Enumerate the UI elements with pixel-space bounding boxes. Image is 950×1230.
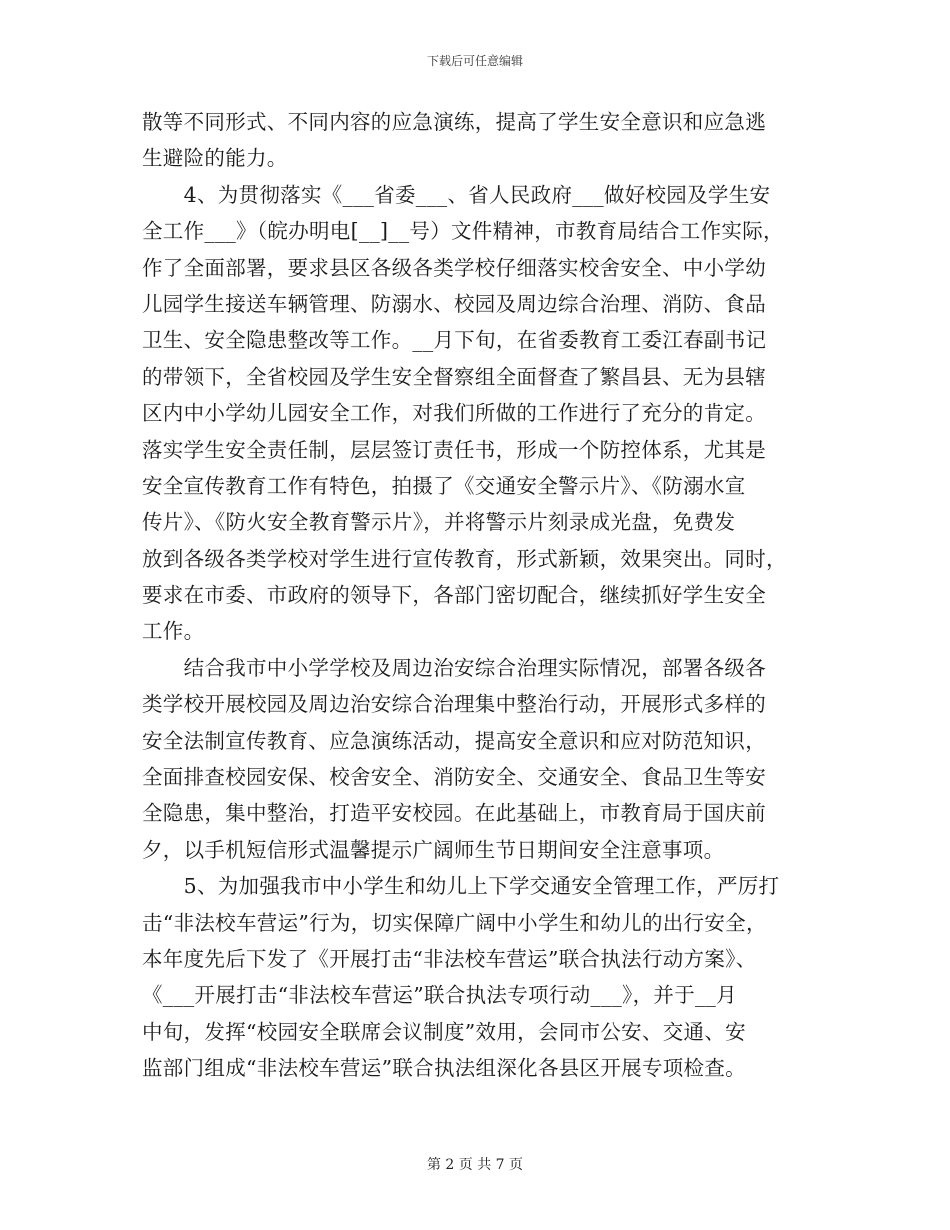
body-line: 类学校开展校园及周边治安综合治理集中整治行动，开展形式多样的: [142, 692, 766, 717]
body-line: 区内中小学幼儿园安全工作，对我们所做的工作进行了充分的肯定。: [142, 401, 766, 426]
body-line: 的带领下，全省校园及学生安全督察组全面督查了繁昌县、无为县辖: [142, 364, 766, 389]
body-line: 散等不同形式、不同内容的应急演练，提高了学生安全意识和应急逃: [142, 110, 766, 134]
body-line: 夕，以手机短信形式温馨提示广阔师生节日期间安全注意事项。: [142, 837, 725, 862]
body-line: 中旬，发挥“校园安全联席会议制度”效用，会同市公安、交通、安: [142, 1019, 746, 1044]
body-line: 安全法制宣传教育、应急演练活动，提高安全意识和应对防范知识，: [142, 728, 766, 753]
body-line: 工作。: [142, 619, 205, 644]
body-line: 儿园学生接送车辆管理、防溺水、校园及周边综合治理、消防、食品: [142, 291, 766, 316]
body-line: 全隐患，集中整治，打造平安校园。在此基础上，市教育局于国庆前: [142, 801, 766, 826]
body-line: 结合我市中小学学校及周边治安综合治理实际情况，部署各级各: [142, 655, 766, 680]
body-line: 传片》、《防火安全教育警示片》，并将警示片刻录成光盘，免费发: [142, 510, 736, 535]
page-header: 下载后可任意编辑: [426, 54, 523, 68]
body-line: 要求在市委、市政府的领导下，各部门密切配合，继续抓好学生安全: [142, 583, 766, 608]
body-line: 落实学生安全责任制，层层签订责任书，形成一个防控体系，尤其是: [142, 437, 766, 462]
body-line: 击“非法校车营运”行为，切实保障广阔中小学生和幼儿的出行安全，: [142, 910, 767, 935]
body-line: 4、为贯彻落实《___省委___、省人民政府___做好校园及学生安: [142, 182, 771, 207]
body-line: 《___开展打击“非法校车营运”联合执法专项行动___》，并于__月: [142, 983, 737, 1008]
body-line: 放到各级各类学校对学生进行宣传教育，形式新颖，效果突出。同时，: [142, 546, 787, 571]
document-body: [142, 104, 810, 1087]
body-line: 卫生、安全隐患整改等工作。__月下旬，在省委教育工委江春副书记: [142, 328, 767, 353]
body-line: 作了全面部署，要求县区各级各类学校仔细落实校舍安全、中小学幼: [142, 255, 766, 280]
body-line: 全面排查校园安保、校舍安全、消防安全、交通安全、食品卫生等安: [142, 765, 766, 790]
body-line: 全工作___》（皖办明电[__]__号）文件精神，市教育局结合工作实际，: [142, 219, 784, 244]
body-line: 安全宣传教育工作有特色，拍摄了《交通安全警示片》、《防溺水宣: [142, 473, 746, 498]
body-line: 5、为加强我市中小学生和幼儿上下学交通安全管理工作，严厉打: [142, 874, 780, 899]
body-line: 监部门组成“非法校车营运”联合执法组深化各县区开展专项检查。: [142, 1056, 746, 1081]
body-line: 生避险的能力。: [142, 146, 288, 171]
body-line: 本年度先后下发了《开展打击“非法校车营运”联合执法行动方案》、: [142, 946, 757, 971]
page-number: 第 2 页 共 7 页: [426, 1157, 524, 1173]
